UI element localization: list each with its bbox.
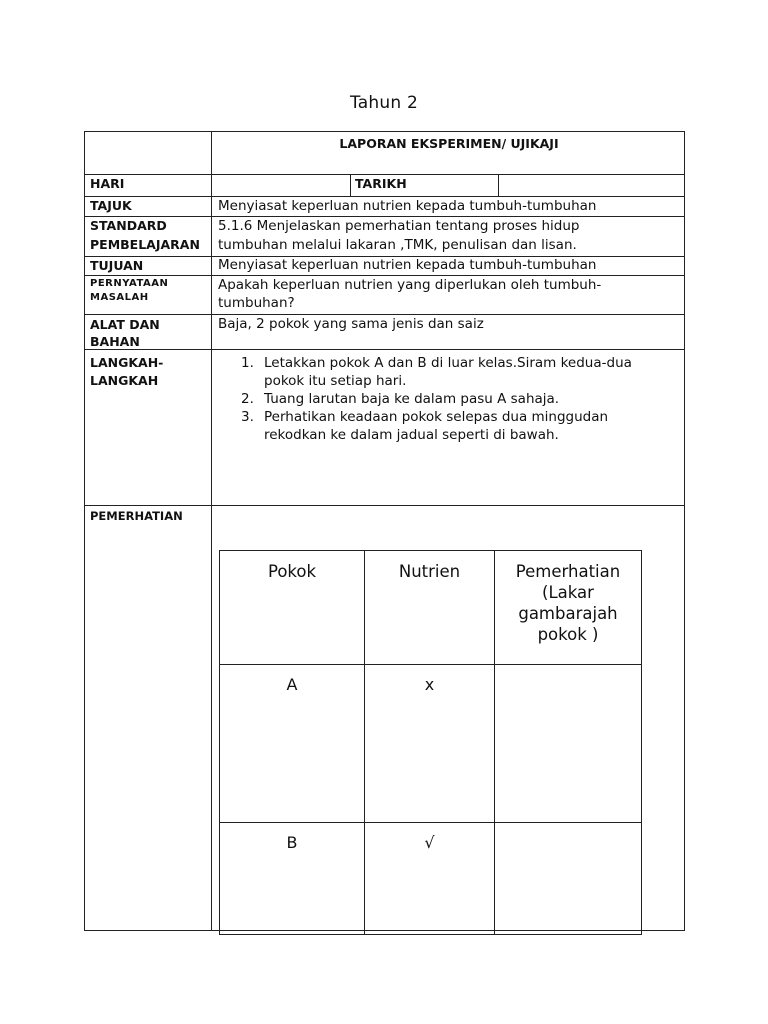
pemerhatian-label: PEMERHATIAN — [90, 509, 183, 523]
tujuan-value: Menyiasat keperluan nutrien kepada tumbuh-tumbuhan — [218, 257, 597, 273]
step-text-line1: Perhatikan keadaan pokok selepas dua minggudan — [264, 409, 609, 425]
page-year-label: Tahun 2 — [350, 93, 418, 113]
langkah-label-line1: LANGKAH- — [90, 355, 164, 370]
cell-nutrien: x — [365, 665, 495, 823]
cell-nutrien: √ — [365, 823, 495, 935]
pernyataan-value-line1: Apakah keperluan nutrien yang diperlukan oleh tumbuh- — [218, 277, 602, 293]
row-divider — [85, 505, 684, 506]
report-title: LAPORAN EKSPERIMEN/ UJIKAJI — [339, 136, 559, 151]
list-item — [233, 354, 632, 390]
column-divider — [350, 174, 351, 196]
table-row — [220, 823, 642, 935]
tujuan-label: TUJUAN — [90, 258, 144, 273]
row-divider — [85, 349, 684, 350]
column-header-pokok: Pokok — [220, 551, 365, 665]
cell-pokok: B — [220, 823, 365, 935]
standard-label-line2: PEMBELAJARAN — [90, 237, 200, 252]
step-text-line2: pokok itu setiap hari. — [264, 373, 407, 389]
tarikh-label: TARIKH — [355, 176, 407, 191]
step-number: 3. — [241, 409, 254, 425]
pernyataan-value-line2: tumbuhan? — [218, 295, 295, 311]
alat-label-line2: BAHAN — [90, 334, 140, 349]
column-header-pemerhatian: Pemerhatian (Lakar gambarajah pokok ) — [495, 551, 642, 665]
column-header-nutrien: Nutrien — [365, 551, 495, 665]
standard-label-line1: STANDARD — [90, 218, 167, 233]
tajuk-label: TAJUK — [90, 198, 132, 213]
hari-label: HARI — [90, 176, 125, 191]
cell-pemerhatian — [495, 665, 642, 823]
experiment-report-form — [84, 131, 685, 931]
cell-pokok: A — [220, 665, 365, 823]
table-header-row — [220, 551, 642, 665]
alat-value: Baja, 2 pokok yang sama jenis dan saiz — [218, 316, 484, 332]
standard-value-line2: tumbuhan melalui lakaran ,TMK, penulisan dan lisan. — [218, 237, 577, 253]
alat-label-line1: ALAT DAN — [90, 317, 160, 332]
step-text-line2: rekodkan ke dalam jadual seperti di bawah. — [264, 427, 559, 443]
column-divider — [211, 132, 212, 930]
step-text-line1: Letakkan pokok A dan B di luar kelas.Siram kedua-dua — [264, 355, 632, 371]
observation-table — [219, 550, 642, 935]
langkah-label-line2: LANGKAH — [90, 373, 159, 388]
list-item — [233, 390, 632, 408]
pernyataan-label-line2: MASALAH — [90, 292, 149, 303]
step-text-line1: Tuang larutan baja ke dalam pasu A sahaja. — [264, 391, 560, 407]
pernyataan-label-line1: PERNYATAAN — [90, 278, 169, 289]
standard-value-line1: 5.1.6 Menjelaskan pemerhatian tentang proses hidup — [218, 218, 580, 234]
cell-pemerhatian — [495, 823, 642, 935]
list-item — [233, 408, 632, 444]
table-row — [220, 665, 642, 823]
step-number: 1. — [241, 355, 254, 371]
column-divider — [498, 174, 499, 196]
step-number: 2. — [241, 391, 254, 407]
tajuk-value: Menyiasat keperluan nutrien kepada tumbuh-tumbuhan — [218, 198, 597, 214]
procedure-steps-list — [233, 354, 632, 444]
